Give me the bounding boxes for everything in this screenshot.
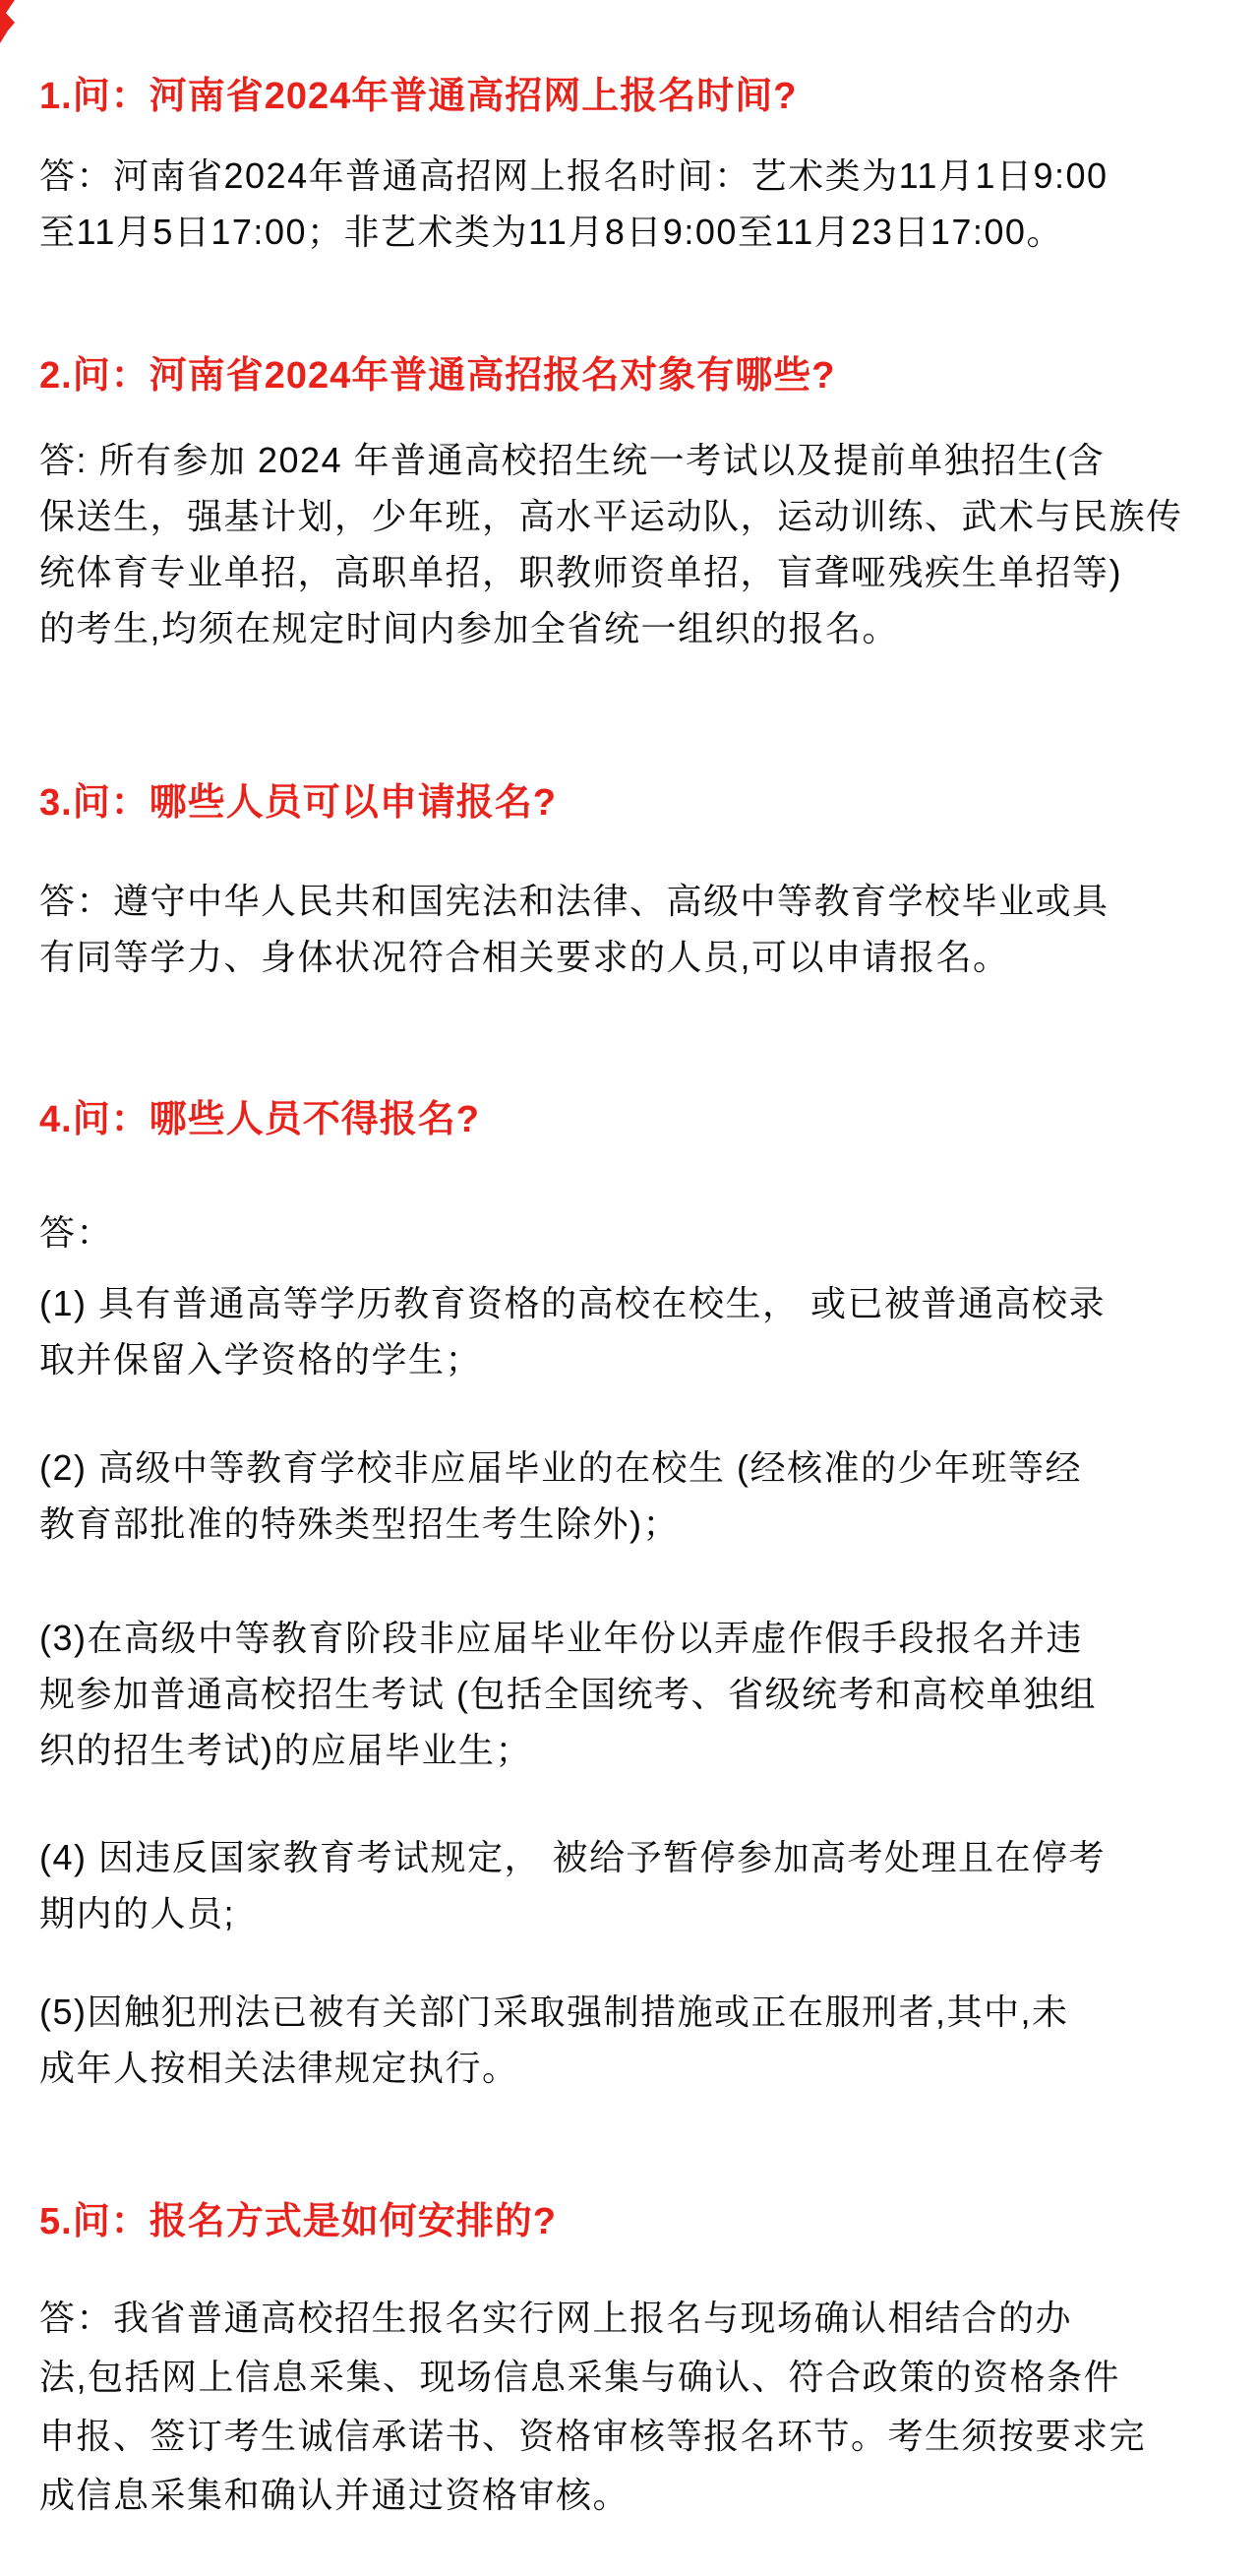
answer-4-item-2 — [39, 1440, 1222, 1552]
answer-line: 法,包括网上信息采集、现场信息采集与确认、符合政策的资格条件 — [39, 2357, 1121, 2397]
question-4-heading: 4.问：哪些人员不得报名? — [39, 1099, 480, 1140]
answer-line: (3)在高级中等教育阶段非应届毕业年份以弄虚作假手段报名并违 — [39, 1618, 1083, 1658]
question-2-heading: 2.问：河南省2024年普通高招报名对象有哪些? — [39, 355, 836, 397]
answer-line: (2) 高级中等教育学校非应届毕业的在校生 (经核准的少年班等经 — [39, 1447, 1082, 1488]
answer-line: 至11月5日17:00；非艺术类为11月8日9:00至11月23日17:00。 — [39, 212, 1063, 252]
answer-line: 答：我省普通高校招生报名实行网上报名与现场确认相结合的办 — [39, 2298, 1073, 2338]
question-3-heading: 3.问：哪些人员可以申请报名? — [39, 782, 557, 824]
answer-line: 织的招生考试)的应届毕业生； — [39, 1730, 532, 1770]
answer-line: 有同等学力、身体状况符合相关要求的人员,可以申请报名。 — [39, 937, 1010, 977]
answer-4-item-3 — [39, 1610, 1222, 1778]
answer-2-text — [39, 432, 1222, 656]
question-5-heading: 5.问：报名方式是如何安排的? — [39, 2201, 557, 2242]
answer-line: 规参加普通高校招生考试 (包括全国统考、省级统考和高校单独组 — [39, 1674, 1097, 1714]
corner-red-mark — [0, 0, 15, 43]
answer-line: 答：河南省2024年普通高招网上报名时间：艺术类为11月1日9:00 — [39, 155, 1109, 196]
answer-line: (4) 因违反国家教育考试规定， 被给予暂停参加高考处理且在停考 — [39, 1837, 1107, 1877]
question-1-heading: 1.问：河南省2024年普通高招网上报名时间? — [39, 76, 798, 117]
answer-line: (5)因触犯刑法已被有关部门采取强制措施或正在服刑者,其中,未 — [39, 1992, 1069, 2032]
answer-line: 期内的人员; — [39, 1893, 236, 1933]
qa-section-2 — [39, 352, 1222, 656]
answer-line: 的考生,均须在规定时间内参加全省统一组织的报名。 — [39, 608, 900, 648]
answer-4-item-1 — [39, 1275, 1222, 1387]
answer-1-text — [39, 148, 1222, 260]
answer-line: 答：遵守中华人民共和国宪法和法律、高级中等教育学校毕业或具 — [39, 881, 1109, 921]
answer-5-text — [39, 2289, 1222, 2525]
answer-3-text — [39, 873, 1222, 985]
answer-4-intro: 答： — [39, 1212, 114, 1253]
answer-line: 成信息采集和确认并通过资格审核。 — [39, 2475, 630, 2515]
qa-section-5 — [39, 2198, 1222, 2525]
answer-line: (1) 具有普通高等学历教育资格的高校在校生， 或已被普通高校录 — [39, 1283, 1107, 1323]
answer-line: 成年人按相关法律规定执行。 — [39, 2048, 519, 2088]
answer-4-item-5 — [39, 1984, 1222, 2096]
answer-line: 统体育专业单招，高职单招，职教师资单招，盲聋哑残疾生单招等) — [39, 552, 1122, 592]
answer-4-item-4 — [39, 1829, 1222, 1941]
answer-line: 保送生，强基计划，少年班，高水平运动队，运动训练、武术与民族传 — [39, 496, 1183, 536]
qa-section-3 — [39, 779, 1222, 985]
answer-line: 答: 所有参加 2024 年普通高校招生统一考试以及提前单独招生(含 — [39, 440, 1106, 480]
answer-line: 申报、签订考生诚信承诺书、资格审核等报名环节。考生须按要求完 — [39, 2416, 1147, 2456]
qa-section-4 — [39, 1096, 1222, 2096]
answer-line: 取并保留入学资格的学生； — [39, 1339, 483, 1380]
qa-section-1 — [39, 73, 1222, 260]
answer-line: 教育部批准的特殊类型招生考生除外)； — [39, 1503, 680, 1544]
